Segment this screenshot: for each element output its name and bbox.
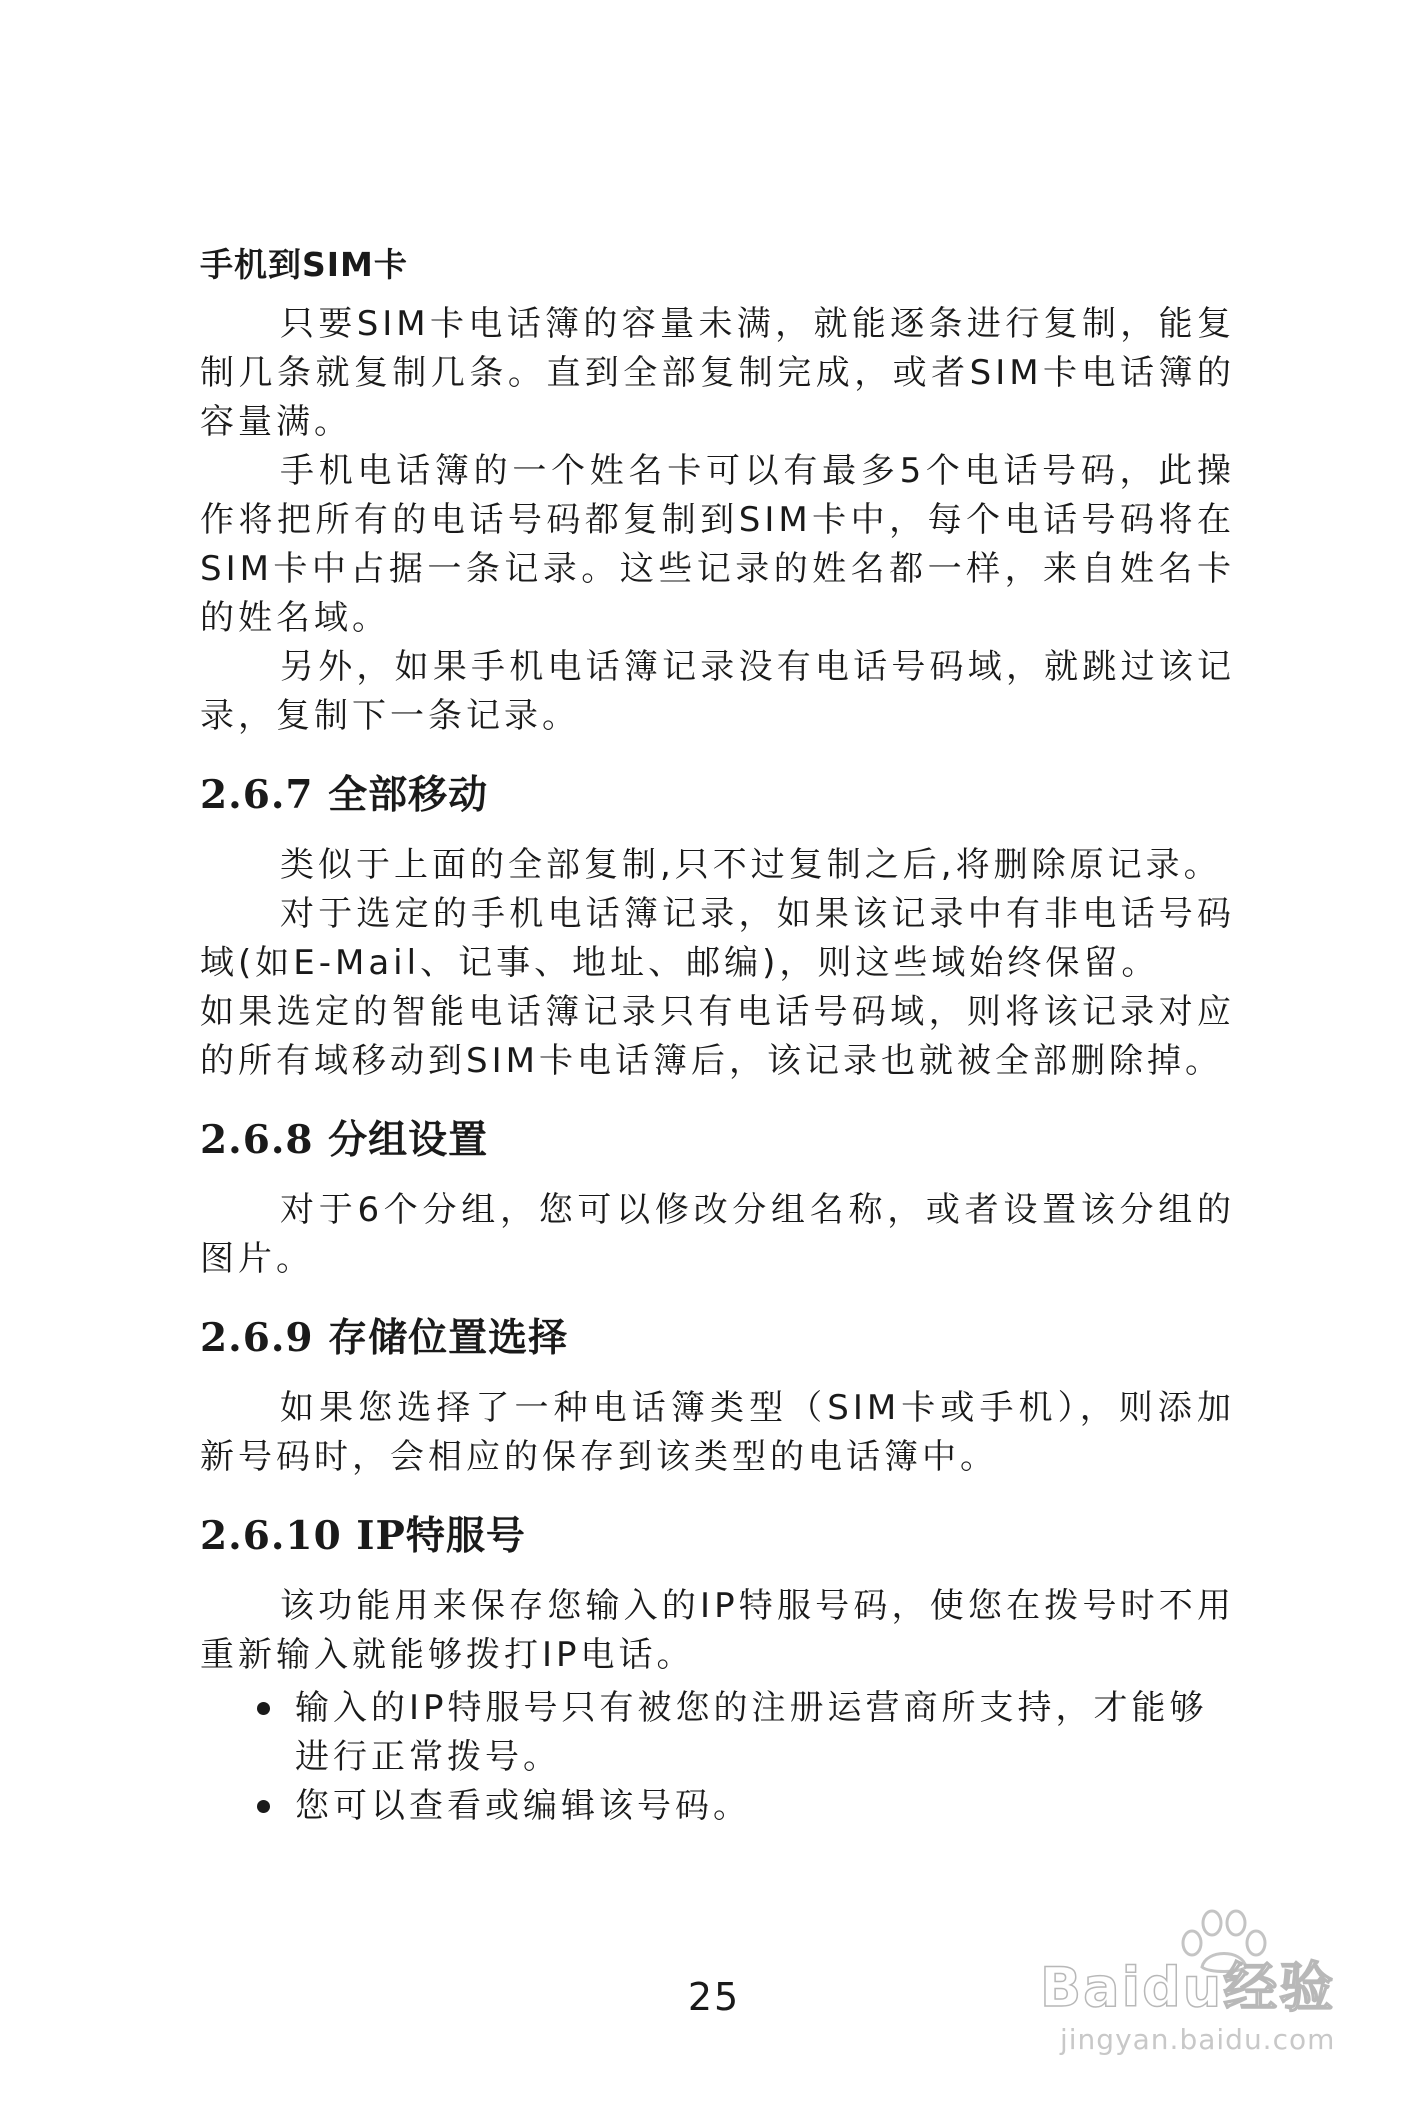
paragraph: 如果您选择了一种电话簿类型（SIM卡或手机），则添加新号码时，会相应的保存到该类型的电话簿中。 [200,1388,1235,1477]
paragraph: 对于6个分组，您可以修改分组名称，或者设置该分组的图片。 [200,1190,1235,1279]
paragraph: 只要SIM卡电话簿的容量未满，就能逐条进行复制，能复制几条就复制几条。直到全部复制完成，或者SIM卡电话簿的容量满。 [200,304,1235,442]
page-content [200,240,1235,1831]
page-number: 25 [687,1975,741,2019]
list-item-text: 输入的IP特服号只有被您的注册运营商所支持，才能够进行正常拨号。 [295,1688,1208,1777]
subsection-heading-sim-copy: 手机到SIM卡 [200,245,408,284]
baidu-watermark [1030,1905,1400,2075]
paragraph: 该功能用来保存您输入的IP特服号码，使您在拨号时不用重新输入就能够拨打IP电话。 [200,1586,1235,1675]
section-heading-ip: 2.6.10 IP特服号 [200,1513,526,1559]
section-heading-group-settings: 2.6.8 分组设置 [200,1117,489,1163]
paragraph: 对于选定的手机电话簿记录，如果该记录中有非电话号码域(如E-Mail、记事、地址、邮编)，则这些域始终保留。 [200,894,1235,983]
bullet-list [200,1684,1235,1831]
paragraph: 类似于上面的全部复制,只不过复制之后,将删除原记录。 [280,845,1222,885]
section-heading-storage: 2.6.9 存储位置选择 [200,1315,569,1361]
watermark-url: jingyan.baidu.com [1060,2023,1336,2056]
bullet-icon [257,1800,270,1813]
list-item-text: 您可以查看或编辑该号码。 [295,1786,751,1826]
paragraph: 另外，如果手机电话簿记录没有电话号码域，就跳过该记录，复制下一条记录。 [200,647,1235,736]
paragraph: 如果选定的智能电话簿记录只有电话号码域，则将该记录对应的所有域移动到SIM卡电话簿后，该记录也就被全部删除掉。 [200,992,1235,1081]
bullet-icon [257,1702,270,1715]
section-heading-move-all: 2.6.7 全部移动 [200,772,489,818]
list-item [295,1782,1235,1831]
list-item [295,1684,1235,1782]
watermark-brand: Baidu经验 [1040,1956,1336,2019]
paragraph: 手机电话簿的一个姓名卡可以有最多5个电话号码，此操作将把所有的电话号码都复制到SIM卡中，每个电话号码将在SIM卡中占据一条记录。这些记录的姓名都一样，来自姓名卡的姓名域。 [200,451,1235,638]
